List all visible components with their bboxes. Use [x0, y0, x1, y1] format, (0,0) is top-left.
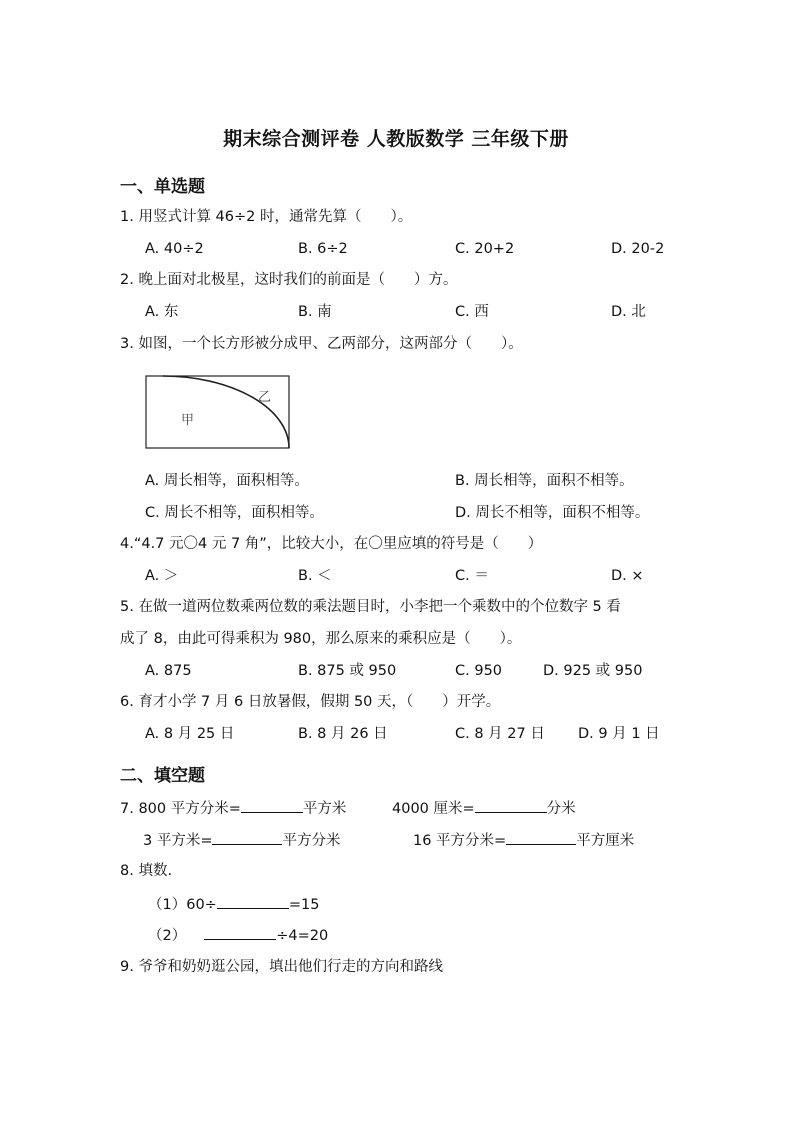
question-4: 4.“4.7 元〇4 元 7 角”，比较大小，在〇里应填的符号是（ ） [120, 536, 543, 552]
q5-option-b: B. 875 或 950 [298, 663, 397, 679]
q8-p2-blank[interactable] [204, 925, 276, 940]
question-8-part-1 [148, 894, 319, 914]
q7-b-suffix: 分米 [546, 801, 576, 817]
question-7-row-1b [392, 798, 576, 818]
question-5-line-1: 5. 在做一道两位数乘两位数的乘法题目时，小李把一个乘数中的个位数字 5 看 [120, 599, 621, 615]
section-heading-fill-blank: 二、填空题 [120, 766, 205, 786]
q7-b-prefix: 4000 厘米= [392, 801, 475, 817]
q2-option-b: B. 南 [298, 304, 332, 320]
q7-c-prefix: 3 平方米= [143, 833, 213, 849]
q5-option-d: D. 925 或 950 [543, 663, 643, 679]
q6-option-c: C. 8 月 27 日 [455, 726, 545, 742]
q7-d-blank[interactable] [506, 830, 576, 845]
question-7-row-1 [120, 798, 346, 818]
q7-b-blank[interactable] [475, 798, 547, 813]
rectangle-figure [145, 375, 291, 455]
q8-p1-prefix: （1）60÷ [148, 897, 217, 913]
q7-a-blank[interactable] [241, 798, 303, 813]
q7-d-prefix: 16 平方分米= [413, 833, 507, 849]
q6-option-d: D. 9 月 1 日 [578, 726, 660, 742]
question-6: 6. 育才小学 7 月 6 日放暑假，假期 50 天，（ ）开学。 [120, 694, 501, 710]
q4-option-d: D. × [611, 568, 644, 584]
q1-option-a: A. 40÷2 [145, 241, 204, 257]
q3-option-a: A. 周长相等，面积相等。 [145, 473, 309, 489]
q7-a-suffix: 平方米 [302, 801, 347, 817]
question-8: 8. 填数. [120, 863, 173, 879]
q2-option-a: A. 东 [145, 304, 179, 320]
q8-p2-prefix: （2） [148, 928, 187, 944]
q1-option-d: D. 20-2 [611, 241, 665, 257]
question-1: 1. 用竖式计算 46÷2 时，通常先算（ ）。 [120, 209, 413, 225]
q7-c-suffix: 平方分米 [282, 833, 341, 849]
rectangle-quarter-arc-diagram [145, 375, 291, 451]
section-heading-single-choice: 一、单选题 [120, 177, 205, 197]
q3-option-d: D. 周长不相等，面积不相等。 [455, 505, 650, 521]
q4-option-b: B. ＜ [298, 568, 332, 584]
q6-option-a: A. 8 月 25 日 [145, 726, 235, 742]
q1-option-c: C. 20+2 [455, 241, 515, 257]
q3-option-b: B. 周长相等，面积不相等。 [455, 473, 634, 489]
page-title: 期末综合测评卷 人教版数学 三年级下册 [223, 128, 569, 150]
q7-a-prefix: 7. 800 平方分米= [120, 801, 241, 817]
q4-option-c: C. ＝ [455, 568, 489, 584]
q8-p1-suffix: =15 [288, 897, 320, 913]
q7-d-suffix: 平方厘米 [576, 833, 635, 849]
q8-p1-blank[interactable] [217, 894, 289, 909]
q4-option-a: A. ＞ [145, 568, 179, 584]
question-5-line-2: 成了 8，由此可得乘积为 980，那么原来的乘积应是（ ）。 [120, 631, 522, 647]
q3-option-c: C. 周长不相等，面积相等。 [145, 505, 324, 521]
question-9: 9. 爷爷和奶奶逛公园，填出他们行走的方向和路线 [120, 959, 443, 975]
q5-option-a: A. 875 [145, 663, 192, 679]
q5-option-c: C. 950 [455, 663, 503, 679]
question-8-part-2 [148, 925, 328, 945]
figure-label-yi: 乙 [258, 390, 272, 405]
question-2: 2. 晚上面对北极星，这时我们的前面是（ ）方。 [120, 272, 458, 288]
question-3: 3. 如图，一个长方形被分成甲、乙两部分，这两部分（ ）。 [120, 336, 523, 352]
question-7-row-2b [413, 830, 634, 850]
q2-option-d: D. 北 [611, 304, 646, 320]
q8-p2-suffix: ÷4=20 [276, 928, 329, 944]
q1-option-b: B. 6÷2 [298, 241, 348, 257]
question-7-row-2 [143, 830, 340, 850]
q7-c-blank[interactable] [212, 830, 282, 845]
q2-option-c: C. 西 [455, 304, 489, 320]
q6-option-b: B. 8 月 26 日 [298, 726, 388, 742]
figure-label-jia: 甲 [181, 413, 195, 428]
